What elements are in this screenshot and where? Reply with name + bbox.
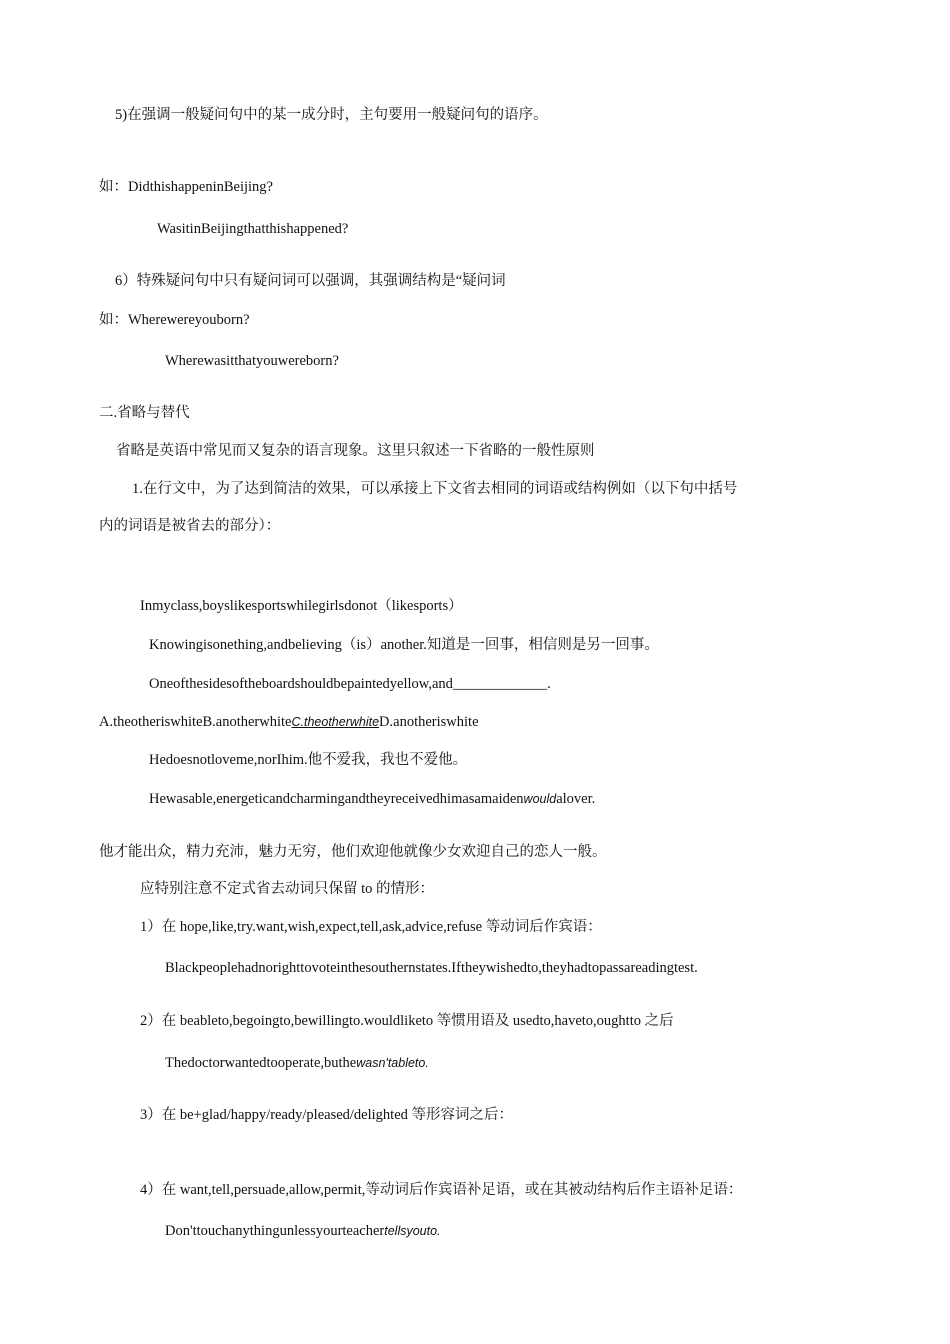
text-line: 4）在 want,tell,persuade,allow,permit,等动词后作宾语补足语，或在其被动结构后作主语补足语： (140, 1182, 743, 1198)
text-line: 省略是英语中常见而又复杂的语言现象。这里只叙述一下省略的一般性原则 (116, 443, 595, 459)
text-line: 应特别注意不定式省去动词只保留 to 的情形： (140, 881, 435, 897)
text-line: 如：DidthishappeninBeijing? (99, 179, 273, 195)
text-line: 6）特殊疑问句中只有疑问词可以强调，其强调结构是“疑问词 (115, 273, 506, 289)
example-line (165, 1055, 429, 1072)
example-line (165, 1223, 441, 1240)
text-line: 如：Wherewereyouborn? (99, 312, 250, 328)
option-d: D.anotheriswhite (379, 714, 479, 730)
text-line: 2）在 beableto,begoingto,bewillingto.wouldliketo 等惯用语及 usedto,haveto,oughtto 之后 (140, 1013, 674, 1029)
example-text: Don'ttouchanythingunlessyourteacher (165, 1223, 385, 1239)
example-line: Hedoesnotloveme,norIhim.他不爱我，我也不爱他。 (149, 752, 468, 768)
text-line: 3）在 be+glad/happy/ready/pleased/delighted 等形容词之后： (140, 1107, 514, 1123)
text-line: 他才能出众，精力充沛，魅力无穷，他们欢迎他就像少女欢迎自己的恋人一般。 (99, 844, 607, 860)
example-line: Oneofthesidesoftheboardshouldbepaintedyellow,and_____________. (149, 676, 551, 692)
example-text: alover. (556, 791, 596, 807)
options-line (99, 714, 479, 731)
example-line (149, 791, 595, 808)
italic-text: wasn'tableto. (356, 1056, 429, 1070)
example-line: Knowingisonething,andbelieving（is）another.知道是一回事，相信则是另一回事。 (149, 637, 659, 653)
italic-text: would (523, 792, 557, 806)
option-c-answer: C.theotherwhite (291, 715, 380, 729)
italic-text: tellsyouto. (384, 1224, 441, 1238)
text-line: 5)在强调一般疑问句中的某一成分时，主句要用一般疑问句的语序。 (115, 107, 548, 123)
example-text: Thedoctorwantedtooperate,buthe (165, 1055, 357, 1071)
text-line: 内的词语是被省去的部分）： (99, 518, 281, 534)
example-line: Blackpeoplehadnorighttovoteinthesouthernstates.Iftheywishedto,theyhadtopassareadingtest. (165, 960, 698, 976)
example-line: Inmyclass,boyslikesportswhilegirlsdonot（likesports） (140, 598, 463, 614)
section-heading: 二.省略与替代 (99, 405, 190, 421)
text-line: WasitinBeijingthatthishappened? (157, 221, 349, 237)
example-text: Hewasable,energeticandcharmingandtheyreceivedhimasamaiden (149, 791, 524, 807)
text-line: Wherewasitthatyouwereborn? (165, 353, 339, 369)
option-a-b: A.theotheriswhiteB.anotherwhite (99, 714, 292, 730)
text-line: 1）在 hope,like,try.want,wish,expect,tell,ask,advice,refuse 等动词后作宾语： (140, 919, 602, 935)
text-line: 1.在行文中，为了达到简洁的效果，可以承接上下文省去相同的词语或结构例如（以下句中括号 (132, 481, 738, 497)
